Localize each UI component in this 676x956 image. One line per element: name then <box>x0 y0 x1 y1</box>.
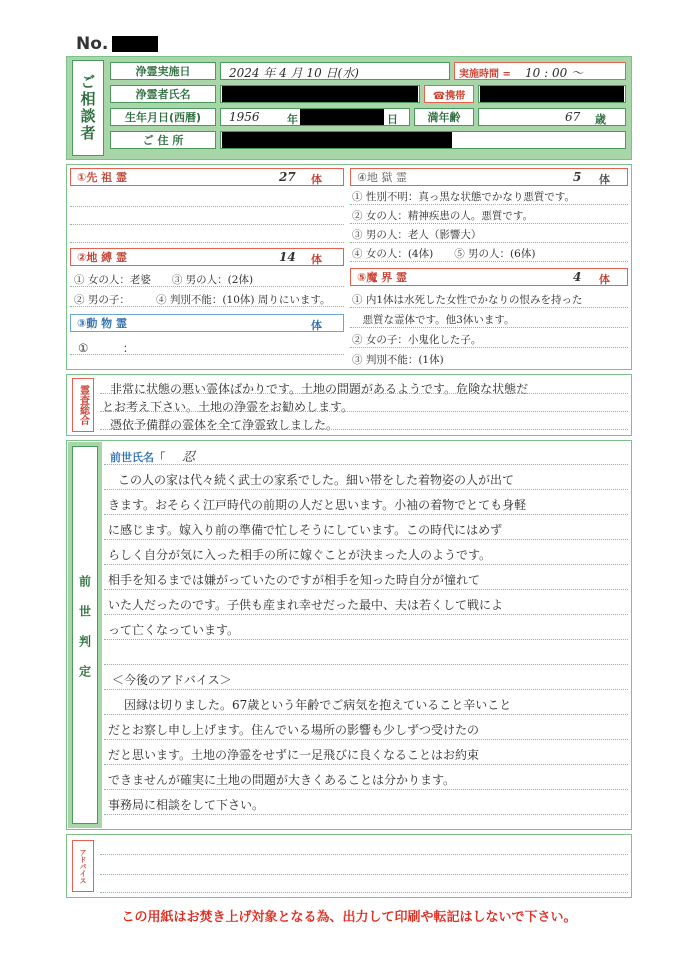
date-value: 2024 年 4 月 10 日(水) <box>229 66 359 80</box>
past-life-name-label: 前世氏名「 <box>110 451 165 464</box>
advice-lines <box>100 836 628 896</box>
demon-line-1: ① 内1体は水死した女性でかなりの恨みを持った <box>352 294 583 306</box>
age-label: 満年齢 <box>414 108 474 126</box>
hell-line-3: ③ 男の人：老人（影響大） <box>352 229 482 241</box>
animal-lines <box>70 334 344 366</box>
earthbound-lines <box>70 268 344 310</box>
past-life-line-6: いた人だったのです。子供も産まれ幸せだった最中、夫は若くして戦によ <box>108 598 504 612</box>
summary-line-1: 非常に状態の悪い霊体ばかりです。土地の問題があるようです。危険な状態だ <box>110 382 529 396</box>
demon-spirit-header <box>350 268 628 286</box>
footer-notice: この用紙はお焚き上げ対象となる為、出力して印刷や転記はしないで下さい。 <box>121 910 577 925</box>
past-life-line-2: きます。おそらく江戸時代の前期の人だと思います。小袖の着物でとても身軽 <box>108 498 527 512</box>
past-life-side-label: 前世判定 <box>72 446 98 824</box>
hell-spirit-unit: 体 <box>599 173 610 186</box>
hell-line-4: ④ 女の人：(4体) ⑤ 男の人：(6体) <box>352 248 536 260</box>
past-life-line-7: って亡くなっています。 <box>108 623 240 637</box>
demon-spirit-count: 4 <box>573 270 582 284</box>
date-field[interactable] <box>220 62 450 80</box>
hell-spirit-label: ④地 獄 霊 <box>357 171 407 184</box>
age-suffix: 歳 <box>595 113 606 126</box>
demon-line-4: ③ 判別不能：(1体) <box>352 354 444 366</box>
earthbound-line-2: ② 男の子： ④ 判別不能：(10体) 周りにいます。 <box>74 294 331 306</box>
date-label: 浄霊実施日 <box>110 62 216 80</box>
birth-day-suffix: 日 <box>387 113 398 126</box>
hell-lines <box>350 186 628 264</box>
name-redaction <box>222 86 418 102</box>
past-life-line-11: だとお察し申し上げます。住んでいる場所の影響も少しずつ受けたの <box>108 723 480 737</box>
summary-line-3: 憑依予備群の霊体を全て浄霊致しました。 <box>110 418 339 432</box>
earthbound-spirit-header <box>70 248 344 266</box>
animal-spirit-label: ③動 物 霊 <box>77 317 127 330</box>
earthbound-spirit-count: 14 <box>279 250 296 264</box>
age-value: 67 <box>565 110 581 124</box>
time-field[interactable] <box>454 62 626 80</box>
demon-lines <box>350 288 628 368</box>
hell-line-2: ② 女の人：精神疾患の人。悪質です。 <box>352 210 533 222</box>
animal-line-1: ① ： <box>78 341 135 355</box>
summary-line-2: とお考え下さい。土地の浄霊をお勧めします。 <box>102 400 354 414</box>
hell-line-1: ① 性別不明：真っ黒な状態でかなり悪質です。 <box>352 191 575 203</box>
advice-heading: ＜今後のアドバイス＞ <box>112 673 232 687</box>
animal-spirit-unit: 体 <box>311 319 322 332</box>
consultant-side-label: ご相談者 <box>72 60 104 156</box>
demon-line-3: ② 女の子：小鬼化した子。 <box>352 334 482 346</box>
phone-label: ☎携帯 <box>424 85 474 103</box>
phone-redaction <box>480 86 624 102</box>
earthbound-spirit-label: ②地 縛 霊 <box>77 251 127 264</box>
birth-label: 生年月日(西暦) <box>110 108 216 126</box>
ancestor-spirit-unit: 体 <box>311 173 322 186</box>
time-label: 実施時間 = <box>459 69 511 80</box>
ancestor-spirit-label: ①先 祖 霊 <box>77 171 127 184</box>
summary-lines <box>100 376 628 434</box>
demon-spirit-unit: 体 <box>599 273 610 286</box>
past-life-line-14: 事務局に相談をして下さい。 <box>108 798 265 812</box>
birth-year-suffix: 年 <box>287 113 298 126</box>
address-redaction <box>222 132 452 148</box>
hell-spirit-count: 5 <box>573 170 582 184</box>
address-label: ご 住 所 <box>110 131 216 149</box>
past-life-line-10: 因縁は切りました。67歳という年齢でご病気を抱えていること辛いこと <box>124 698 512 712</box>
age-field[interactable] <box>478 108 626 126</box>
past-life-line-13: できませんが確実に土地の問題が大きくあることは分かります。 <box>108 773 456 787</box>
name-label: 浄霊者氏名 <box>110 85 216 103</box>
past-life-line-1: この人の家は代々続く武士の家系でした。細い帯をした着物姿の人が出て <box>118 473 515 487</box>
advice-side-label: アドバイス <box>72 840 94 892</box>
past-life-line-5: 相手を知るまでは嫌がっていたのですが相手を知った時自分が憧れて <box>108 573 481 587</box>
birth-date-redaction <box>300 109 384 125</box>
time-value: 10 : 00 ～ <box>525 66 584 80</box>
demon-spirit-label: ⑤魔 界 霊 <box>357 271 407 284</box>
document-number-label: No. <box>76 34 109 54</box>
demon-line-2: 悪質な霊体です。他3体います。 <box>352 314 515 326</box>
ancestor-spirit-count: 27 <box>279 170 296 184</box>
birth-year-value: 1956 <box>229 110 260 124</box>
document-number-redaction <box>112 36 158 52</box>
past-life-line-4: らしく自分が気に入った相手の所に嫁ぐことが決まった人のようです。 <box>108 548 492 562</box>
past-life-line-3: に感じます。嫁入り前の準備で忙しそうにしています。この時代にはめず <box>108 523 503 537</box>
ancestor-spirit-header <box>70 168 344 186</box>
ancestor-spirit-body <box>70 188 344 246</box>
summary-side-label: 霊査総合 <box>72 378 94 432</box>
earthbound-spirit-unit: 体 <box>311 253 322 266</box>
hell-spirit-header <box>350 168 628 186</box>
animal-spirit-header <box>70 314 344 332</box>
past-life-line-12: だと思います。土地の浄霊をせずに一足飛びに良くなることはお約束 <box>108 748 480 762</box>
earthbound-line-1: ① 女の人：老婆 ③ 男の人：(2体) <box>74 274 254 286</box>
past-life-name-value: 忍 <box>182 450 196 465</box>
